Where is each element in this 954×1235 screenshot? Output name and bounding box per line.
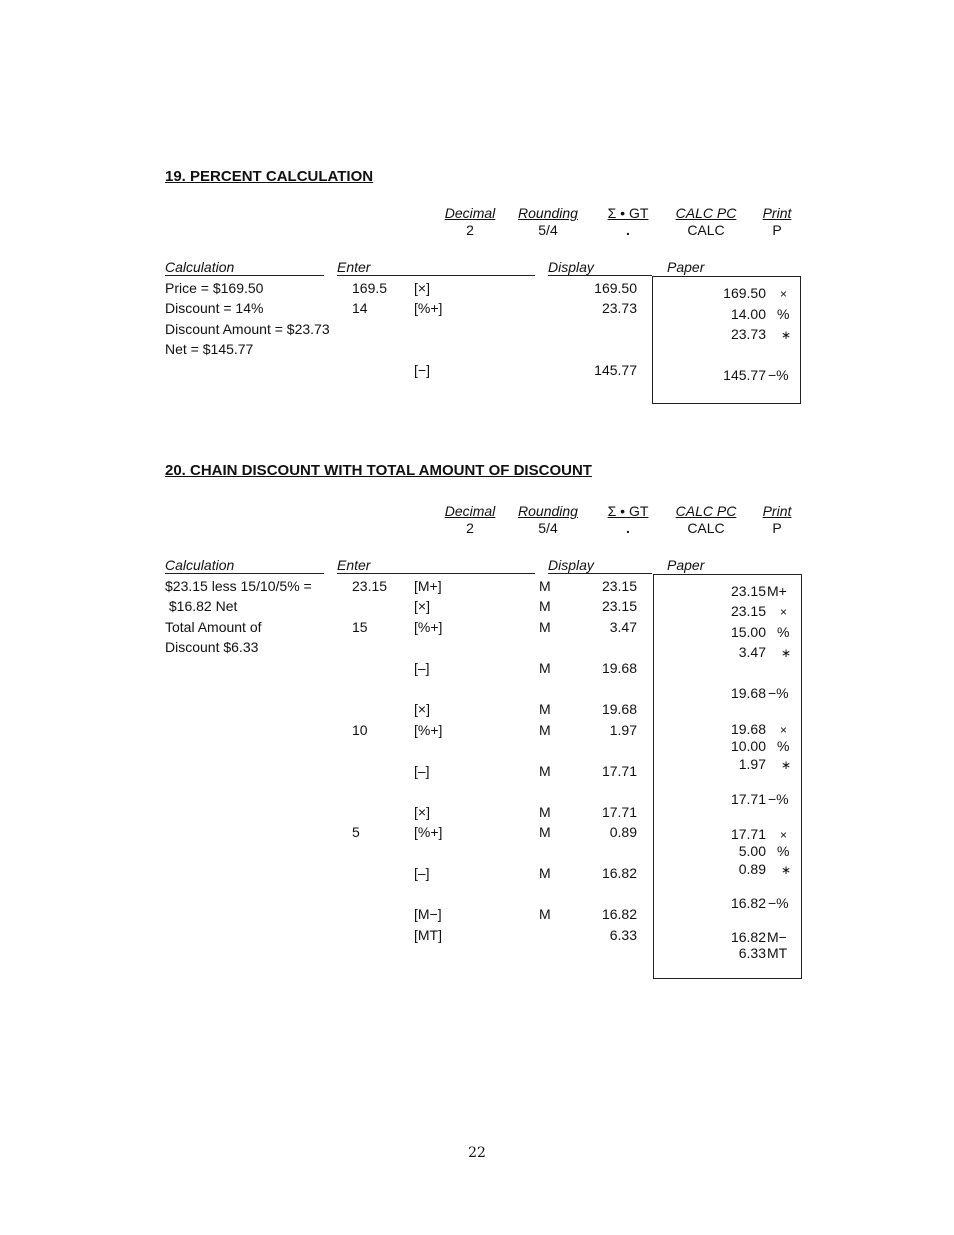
paper-value: 6.33: [738, 945, 766, 961]
key-press: [M−]: [414, 906, 442, 922]
calculation-line: Discount = 14%: [165, 300, 264, 316]
calc-label: CALC PC: [675, 205, 737, 221]
print-value: P: [772, 520, 782, 536]
enter-value: 10: [352, 722, 368, 738]
calculation-line: Discount Amount = $23.73: [165, 321, 330, 337]
decimal-value: 2: [466, 520, 474, 536]
key-press: [%+]: [414, 824, 443, 840]
display-value: 19.68: [601, 660, 637, 676]
display-underline: [548, 573, 652, 574]
section-title: 20. CHAIN DISCOUNT WITH TOTAL AMOUNT OF DISCOUNT: [165, 462, 592, 479]
key-press: [%+]: [414, 300, 443, 316]
paper-symbol: M−: [767, 929, 787, 945]
rounding-value: 5/4: [538, 222, 558, 238]
display-value: 145.77: [594, 362, 637, 378]
display-value: 0.89: [609, 824, 637, 840]
page-number: 22: [468, 1145, 486, 1161]
display-value: 17.71: [601, 804, 637, 820]
rounding-label: Rounding: [518, 503, 578, 519]
memory-indicator: M: [539, 578, 551, 594]
paper-value: 16.82: [730, 895, 766, 911]
paper-value: 5.00: [738, 843, 766, 859]
paper-value: 23.15: [730, 603, 766, 619]
paper-value: 145.77: [723, 367, 766, 383]
display-value: 17.71: [601, 763, 637, 779]
paper-value: 23.73: [730, 326, 766, 342]
key-press: [×]: [414, 280, 430, 296]
enter-value: 14: [352, 300, 368, 316]
calc-value: CALC: [687, 222, 725, 238]
paper-symbol: %: [777, 843, 790, 859]
display-underline: [548, 275, 652, 276]
paper-value: 23.15: [730, 583, 766, 599]
memory-indicator: M: [539, 660, 551, 676]
paper-value: 1.97: [738, 756, 766, 772]
enter-underline: [337, 275, 535, 276]
paper-value: 0.89: [738, 861, 766, 877]
key-press: [×]: [414, 701, 430, 717]
paper-symbol: ∗: [781, 758, 792, 772]
enter-value: 169.5: [352, 280, 388, 296]
paper-symbol: M+: [767, 583, 787, 599]
calculation-line: Total Amount of: [165, 619, 262, 635]
memory-indicator: M: [539, 598, 551, 614]
display-header: Display: [548, 557, 594, 573]
enter-value: 15: [352, 619, 368, 635]
enter-header: Enter: [337, 259, 371, 275]
paper-symbol: %: [777, 738, 790, 754]
key-press: [%+]: [414, 619, 443, 635]
print-label: Print: [762, 503, 792, 519]
paper-symbol: ∗: [781, 646, 792, 660]
paper-symbol: ×: [780, 605, 788, 619]
print-value: P: [772, 222, 782, 238]
paper-symbol: %: [777, 624, 790, 640]
rounding-label: Rounding: [518, 205, 578, 221]
key-press: [–]: [414, 763, 430, 779]
paper-symbol: ×: [780, 287, 788, 301]
memory-indicator: M: [539, 701, 551, 717]
enter-value: 5: [352, 824, 360, 840]
display-value: 6.33: [609, 927, 637, 943]
display-value: 16.82: [601, 906, 637, 922]
memory-indicator: M: [539, 865, 551, 881]
memory-indicator: M: [539, 824, 551, 840]
calculation-underline: [165, 275, 324, 276]
paper-value: 19.68: [730, 721, 766, 737]
key-press: [%+]: [414, 722, 443, 738]
key-press: [M+]: [414, 578, 442, 594]
paper-symbol: −%: [768, 685, 789, 701]
display-header: Display: [548, 259, 594, 275]
paper-value: 10.00: [730, 738, 766, 754]
key-press: [−]: [414, 362, 430, 378]
enter-value: 23.15: [352, 578, 388, 594]
section-title: 19. PERCENT CALCULATION: [165, 168, 374, 185]
display-value: 23.15: [601, 598, 637, 614]
key-press: [×]: [414, 598, 430, 614]
gt-value: .: [626, 520, 630, 536]
display-value: 23.15: [601, 578, 637, 594]
display-value: 1.97: [609, 722, 637, 738]
display-value: 16.82: [601, 865, 637, 881]
memory-indicator: M: [539, 804, 551, 820]
calculation-header: Calculation: [165, 557, 235, 573]
key-press: [MT]: [414, 927, 442, 943]
enter-header: Enter: [337, 557, 371, 573]
paper-value: 17.71: [730, 791, 766, 807]
display-value: 19.68: [601, 701, 637, 717]
display-value: 169.50: [594, 280, 637, 296]
key-press: [–]: [414, 660, 430, 676]
paper-symbol: ×: [780, 723, 788, 737]
key-press: [×]: [414, 804, 430, 820]
paper-symbol: %: [777, 306, 790, 322]
gt-label: Σ • GT: [607, 205, 649, 221]
paper-header: Paper: [667, 557, 705, 573]
calculation-line: Net = $145.77: [165, 341, 254, 357]
calculation-line: Price = $169.50: [165, 280, 264, 296]
paper-symbol: −%: [768, 895, 789, 911]
paper-symbol: ∗: [781, 328, 792, 342]
calculation-header: Calculation: [165, 259, 235, 275]
display-value: 23.73: [601, 300, 637, 316]
calculation-line: Discount $6.33: [165, 639, 259, 655]
memory-indicator: M: [539, 722, 551, 738]
gt-label: Σ • GT: [607, 503, 649, 519]
paper-header: Paper: [667, 259, 705, 275]
decimal-value: 2: [466, 222, 474, 238]
paper-value: 169.50: [723, 285, 766, 301]
calculation-underline: [165, 573, 324, 574]
calc-value: CALC: [687, 520, 725, 536]
calc-label: CALC PC: [675, 503, 737, 519]
paper-value: 3.47: [738, 644, 766, 660]
calculation-line: $16.82 Net: [165, 598, 238, 614]
paper-value: 17.71: [730, 826, 766, 842]
paper-value: 19.68: [730, 685, 766, 701]
paper-symbol: ×: [780, 828, 788, 842]
memory-indicator: M: [539, 763, 551, 779]
enter-underline: [337, 573, 535, 574]
display-value: 3.47: [609, 619, 637, 635]
gt-value: .: [626, 222, 630, 238]
decimal-label: Decimal: [444, 205, 496, 221]
memory-indicator: M: [539, 906, 551, 922]
paper-symbol: −%: [768, 791, 789, 807]
paper-symbol: ∗: [781, 863, 792, 877]
paper-value: 14.00: [730, 306, 766, 322]
memory-indicator: M: [539, 619, 551, 635]
decimal-label: Decimal: [444, 503, 496, 519]
rounding-value: 5/4: [538, 520, 558, 536]
key-press: [–]: [414, 865, 430, 881]
print-label: Print: [762, 205, 792, 221]
paper-value: 16.82: [730, 929, 766, 945]
paper-symbol: MT: [767, 945, 788, 961]
paper-symbol: −%: [768, 367, 789, 383]
calculation-line: $23.15 less 15/10/5% =: [165, 578, 312, 594]
paper-value: 15.00: [730, 624, 766, 640]
